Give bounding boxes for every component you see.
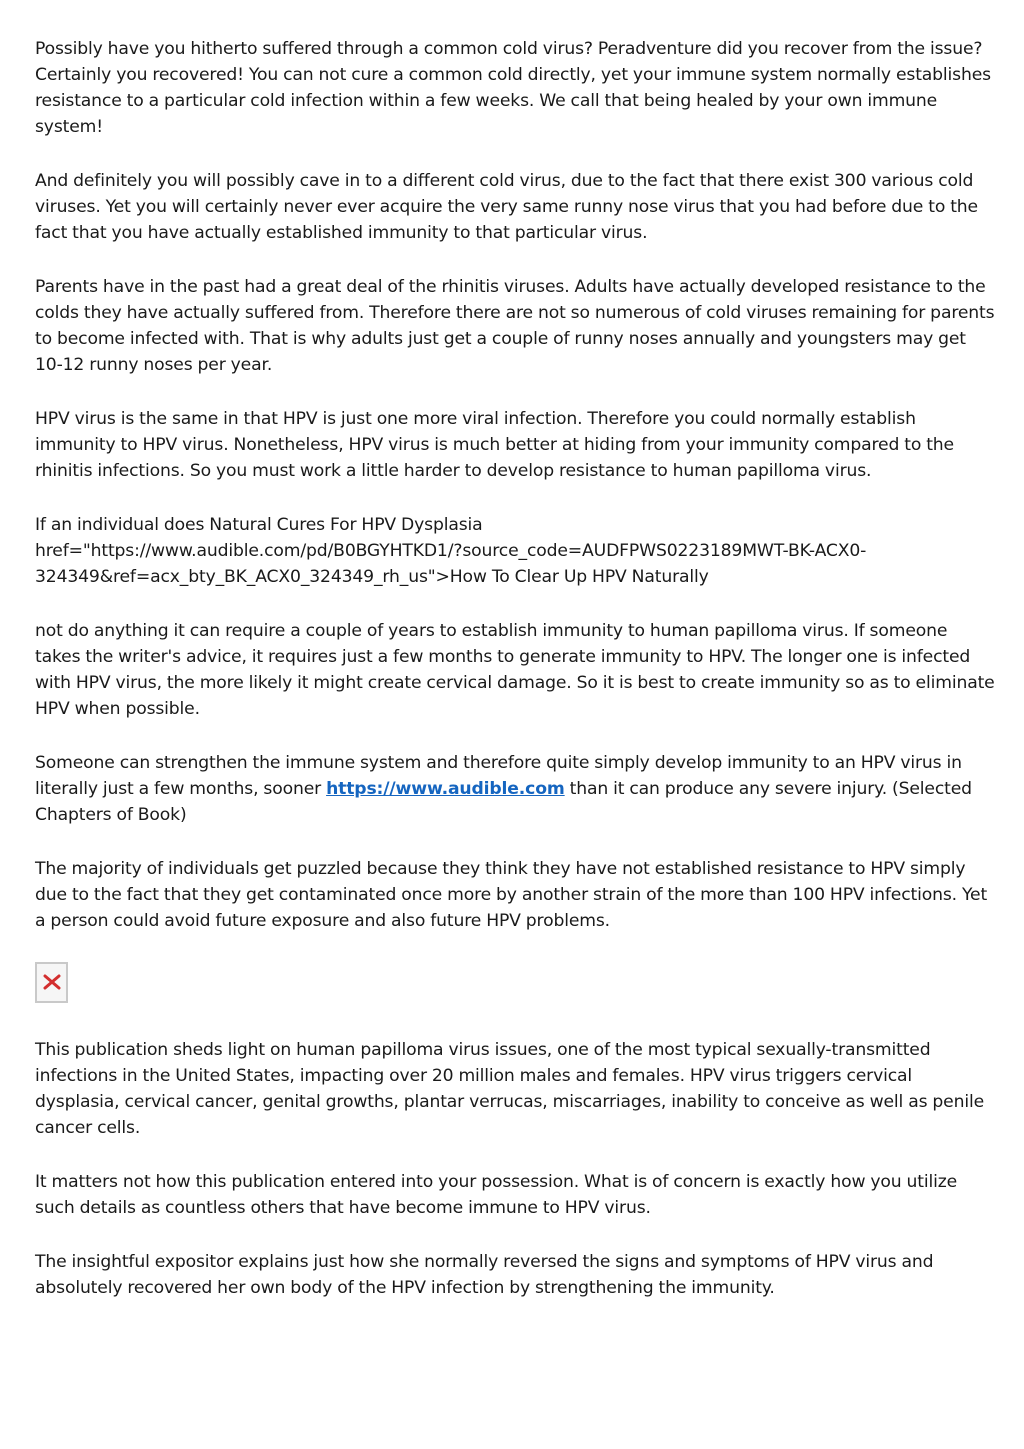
paragraph-parents-immunity: Parents have in the past had a great deal of the rhinitis viruses. Adults have actually developed resistance to the colds they have actually suffered from. Therefore there are not so numerous of cold viruses remaining for parents to become infected with. That is why adults just get a couple of runny noses annually and youngsters may get 10-12 runny noses per year.: [35, 277, 995, 375]
paragraph-puzzled: The majority of individuals get puzzled because they think they have not established resistance to HPV simply due to the fact that they get contaminated once more by another strain of the more than 100 HPV infections. Yet a person could avoid future exposure and also future HPV problems.: [35, 859, 988, 931]
paragraph-natural-cures: [35, 512, 995, 590]
paragraph-expositor: The insightful expositor explains just how she normally reversed the signs and symptoms of HPV virus and absolutely recovered her own body of the HPV infection by strengthening the immunity.: [35, 1252, 934, 1298]
paragraph-publication: This publication sheds light on human papilloma virus issues, one of the most typical sexually-transmitted infections in the United States, impacting over 20 million males and females. HPV virus triggers cervical dysplasia, cervical cancer, genital growths, plantar verrucas, miscarriages, inability to conceive as well as penile cancer cells.: [35, 1040, 984, 1138]
broken-image-icon: [35, 962, 68, 1003]
paragraph-cold-viruses: And definitely you will possibly cave in to a different cold virus, due to the fact that there exist 300 various cold viruses. Yet you will certainly never ever acquire the very same runny nose virus that you had before due to the fact that you have actually established immunity to that particular virus.: [35, 171, 978, 243]
paragraph-hpv-virus: HPV virus is the same in that HPV is just one more viral infection. Therefore you could normally establish immunity to HPV virus. Nonetheless, HPV virus is much better at hiding from your immunity compared to the rhinitis infections. So you must work a little harder to develop resistance to human papilloma virus.: [35, 409, 954, 481]
paragraph-common-cold: Possibly have you hitherto suffered through a common cold virus? Peradventure did you recover from the issue? Certainly you recovered! You can not cure a common cold directly, yet your immune system normally establishes resistance to a particular cold infection within a few weeks. We call that being healed by your own immune system!: [35, 39, 991, 137]
paragraph-immunity-time: not do anything it can require a couple of years to establish immunity to human papilloma virus. If someone takes the writer's advice, it requires just a few months to generate immunity to HPV. The longer one is infected with HPV virus, the more likely it might create cervical damage. So it is best to create immunity so as to eliminate HPV when possible.: [35, 621, 995, 719]
strengthen-text-after: than it can produce any severe injury. (Selected Chapters of Book): [35, 779, 972, 825]
raw-href-text: href="https://www.audible.com/pd/B0BGYHTKD1/?source_code=AUDFPWS0223189MWT-BK-ACX0-324349&ref=acx_bty_BK_ACX0_324349_rh_us">How To Clear Up HPV Naturally: [35, 541, 867, 587]
strengthen-text-before: Someone can strengthen the immune system and therefore quite simply develop immunity to an HPV virus in literally just a few months, sooner: [35, 753, 962, 799]
broken-image-x-icon: [43, 974, 61, 990]
article-body: [35, 36, 995, 1329]
paragraph-strengthen-immune: [35, 750, 995, 828]
natural-cures-text: If an individual does Natural Cures For HPV Dysplasia: [35, 515, 483, 535]
paragraph-possession: It matters not how this publication entered into your possession. What is of concern is exactly how you utilize such details as countless others that have become immune to HPV virus.: [35, 1172, 958, 1218]
audible-link[interactable]: https://www.audible.com: [326, 779, 565, 799]
